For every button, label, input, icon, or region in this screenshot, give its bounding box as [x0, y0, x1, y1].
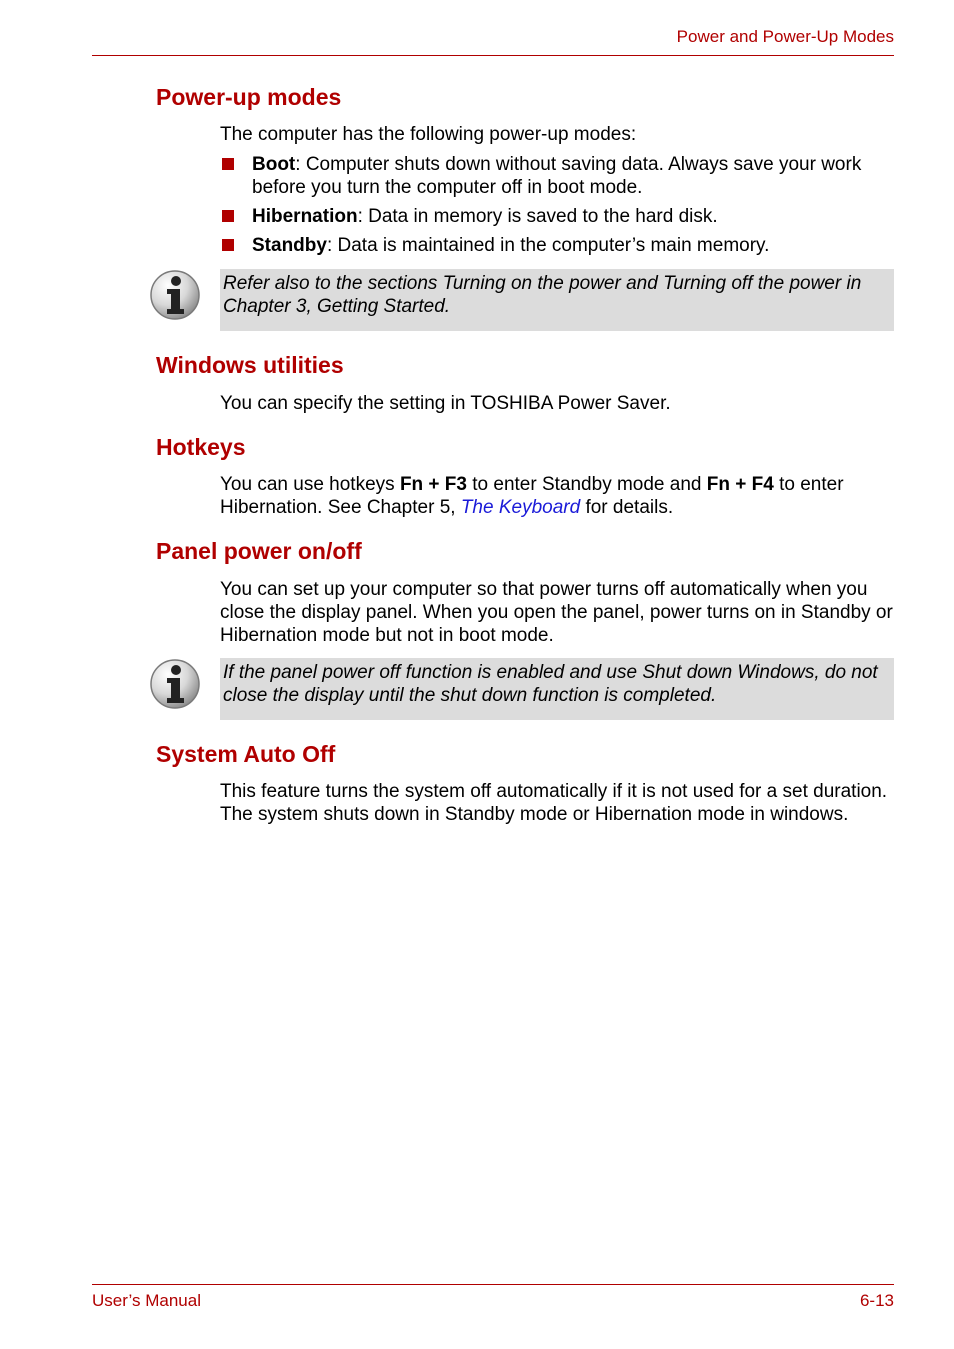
list-item	[220, 234, 900, 257]
power-up-intro: The computer has the following power-up modes:	[220, 124, 637, 145]
heading-windows-utilities: Windows utilities	[156, 352, 344, 378]
panel-power-text: You can set up your computer so that power turns off automatically when you close the display panel. When you open the panel, power turns on in Standby or Hibernation mode but not in boot mode.	[220, 579, 893, 646]
list-item	[220, 153, 900, 199]
desc-boot: : Computer shuts down without saving data. Always save your work before you turn the computer off in boot mode.	[252, 154, 862, 198]
bullet-square-icon	[222, 210, 234, 222]
heading-panel-power: Panel power on/off	[156, 538, 362, 564]
running-header: Power and Power-Up Modes	[676, 27, 894, 46]
heading-system-auto-off: System Auto Off	[156, 741, 336, 767]
info-icon	[149, 658, 201, 710]
bullet-square-icon	[222, 239, 234, 251]
desc-hibernation: : Data in memory is saved to the hard disk.	[357, 206, 718, 227]
desc-standby: : Data is maintained in the computer’s main memory.	[326, 235, 770, 256]
bullet-square-icon	[222, 158, 234, 170]
note-box: If the panel power off function is enabled and use Shut down Windows, do not close the display until the shut down function is completed.	[220, 658, 894, 720]
term-standby: Standby	[252, 235, 327, 256]
list-item	[220, 205, 900, 228]
footer-rule	[92, 1284, 894, 1285]
keyboard-chapter-link[interactable]: The Keyboard	[460, 497, 581, 518]
header-rule	[92, 55, 894, 56]
hotkeys-text: You can use hotkeys Fn + F3 to enter Standby mode and Fn + F4 to enter Hibernation. See Chapter 5, The Keyboard for details.	[220, 474, 844, 518]
heading-hotkeys: Hotkeys	[156, 434, 246, 460]
term-hibernation: Hibernation	[252, 206, 358, 227]
hotkey-fn-f3: Fn + F3	[399, 474, 467, 495]
page-number: 6-13	[859, 1291, 894, 1310]
info-icon	[149, 269, 201, 321]
footer-manual-title: User’s Manual	[92, 1291, 201, 1310]
system-auto-off-text: This feature turns the system off automatically if it is not used for a set duration. The system shuts down in Standby mode or Hibernation mode in windows.	[220, 781, 888, 825]
heading-power-up-modes: Power-up modes	[156, 84, 342, 110]
note-box: Refer also to the sections Turning on the power and Turning off the power in Chapter 3, Getting Started.	[220, 269, 894, 331]
hotkey-fn-f4: Fn + F4	[706, 474, 774, 495]
term-boot: Boot	[252, 154, 296, 175]
windows-utilities-text: You can specify the setting in TOSHIBA Power Saver.	[220, 393, 671, 414]
